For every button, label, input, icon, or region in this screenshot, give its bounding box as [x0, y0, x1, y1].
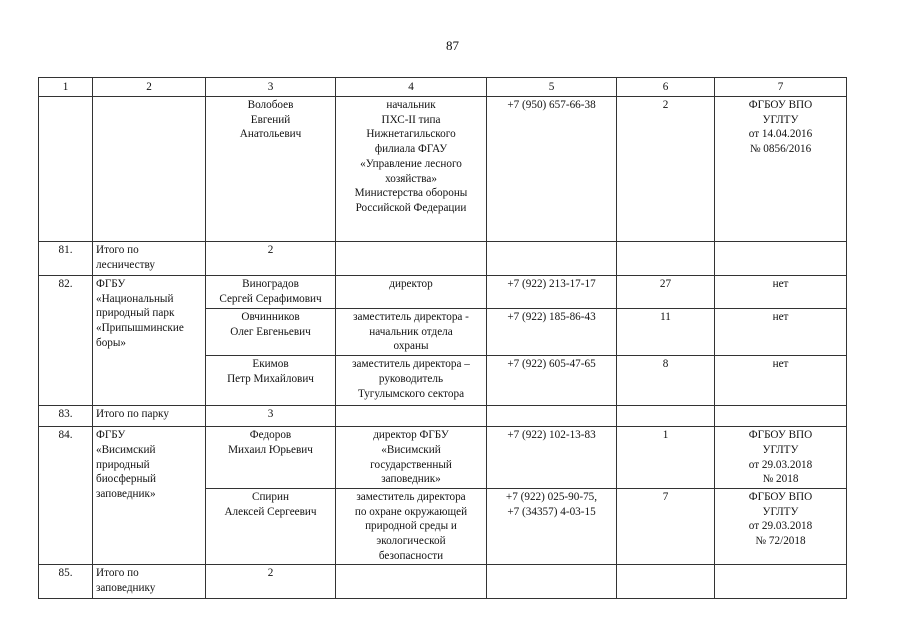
header-cell: 5 — [487, 78, 617, 97]
name-cell: Овчинников Олег Евгеньевич — [206, 309, 336, 356]
position-cell: заместитель директора - начальник отдела охраны — [336, 309, 487, 356]
name-cell: Спирин Алексей Сергеевич — [206, 488, 336, 565]
row-number-cell: 83. — [39, 406, 93, 427]
empty-cell — [487, 565, 617, 599]
certificate-cell: нет — [715, 309, 847, 356]
name-cell: Федоров Михаил Юрьевич — [206, 427, 336, 489]
phone-cell: +7 (922) 185-86-43 — [487, 309, 617, 356]
empty-cell — [487, 406, 617, 427]
table-row — [39, 565, 847, 599]
row-number-cell: 81. — [39, 242, 93, 276]
position-cell: директор — [336, 276, 487, 309]
empty-cell — [617, 406, 715, 427]
table-row — [39, 242, 847, 276]
header-cell: 2 — [93, 78, 206, 97]
row-number-cell: 82. — [39, 276, 93, 406]
position-cell: заместитель директора по охране окружающей природной среды и экологической безопасности — [336, 488, 487, 565]
empty-cell — [715, 242, 847, 276]
position-cell: начальник ПХС-II типа Нижнетагильского филиала ФГАУ «Управление лесного хозяйства» Министерства обороны Российской Федерации — [336, 97, 487, 242]
position-cell: директор ФГБУ «Висимский государственный заповедник» — [336, 427, 487, 489]
empty-cell — [336, 242, 487, 276]
name-cell: Екимов Петр Михайлович — [206, 356, 336, 406]
certificate-cell: ФГБОУ ВПО УГЛТУ от 29.03.2018 № 72/2018 — [715, 488, 847, 565]
row-number-cell: 84. — [39, 427, 93, 565]
empty-cell — [487, 242, 617, 276]
empty-cell — [715, 406, 847, 427]
phone-cell: +7 (950) 657-66-38 — [487, 97, 617, 242]
count-cell: 27 — [617, 276, 715, 309]
forestry-staff-table — [38, 77, 847, 599]
organization-cell: Итого по заповеднику — [93, 565, 206, 599]
organization-cell: Итого по лесничеству — [93, 242, 206, 276]
header-cell: 4 — [336, 78, 487, 97]
certificate-cell: нет — [715, 356, 847, 406]
name-cell: Волобоев Евгений Анатольевич — [206, 97, 336, 242]
organization-cell — [93, 97, 206, 242]
name-cell: Виноградов Сергей Серафимович — [206, 276, 336, 309]
table-row — [39, 406, 847, 427]
total-cell: 3 — [206, 406, 336, 427]
certificate-cell: ФГБОУ ВПО УГЛТУ от 14.04.2016 № 0856/2016 — [715, 97, 847, 242]
organization-cell: Итого по парку — [93, 406, 206, 427]
header-cell: 1 — [39, 78, 93, 97]
empty-cell — [617, 242, 715, 276]
organization-cell: ФГБУ «Национальный природный парк «Припышминские боры» — [93, 276, 206, 406]
count-cell: 1 — [617, 427, 715, 489]
row-number-cell: 85. — [39, 565, 93, 599]
empty-cell — [336, 406, 487, 427]
phone-cell: +7 (922) 605-47-65 — [487, 356, 617, 406]
empty-cell — [715, 565, 847, 599]
page-number: 87 — [446, 38, 459, 53]
position-cell: заместитель директора – руководитель Тугулымского сектора — [336, 356, 487, 406]
header-cell: 3 — [206, 78, 336, 97]
certificate-cell: ФГБОУ ВПО УГЛТУ от 29.03.2018 № 2018 — [715, 427, 847, 489]
total-cell: 2 — [206, 242, 336, 276]
count-cell: 7 — [617, 488, 715, 565]
phone-cell: +7 (922) 102-13-83 — [487, 427, 617, 489]
table-row — [39, 427, 847, 489]
count-cell: 11 — [617, 309, 715, 356]
table-row — [39, 97, 847, 242]
certificate-cell: нет — [715, 276, 847, 309]
header-cell: 7 — [715, 78, 847, 97]
phone-cell: +7 (922) 025-90-75, +7 (34357) 4-03-15 — [487, 488, 617, 565]
phone-cell: +7 (922) 213-17-17 — [487, 276, 617, 309]
count-cell: 2 — [617, 97, 715, 242]
row-number-cell — [39, 97, 93, 242]
empty-cell — [617, 565, 715, 599]
table-row — [39, 276, 847, 309]
header-cell: 6 — [617, 78, 715, 97]
header-row — [39, 78, 847, 97]
count-cell: 8 — [617, 356, 715, 406]
total-cell: 2 — [206, 565, 336, 599]
empty-cell — [336, 565, 487, 599]
organization-cell: ФГБУ «Висимский природный биосферный заповедник» — [93, 427, 206, 565]
